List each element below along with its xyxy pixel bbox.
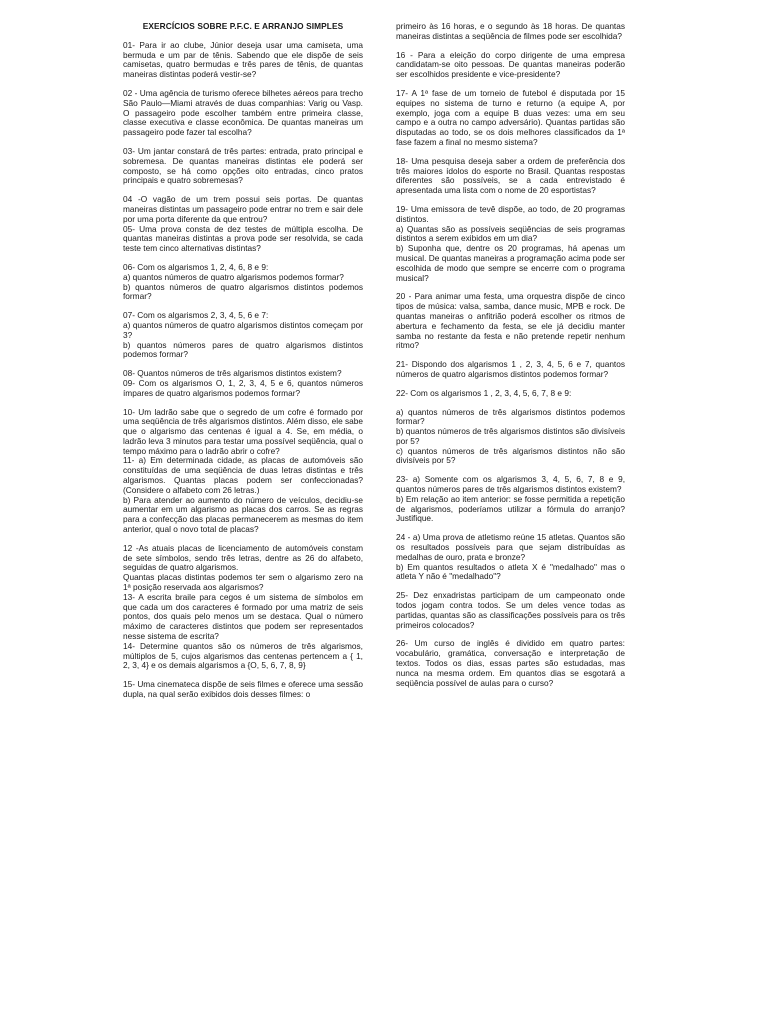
exercise-15-end: primeiro às 16 horas, e o segundo às 18 horas. De quantas maneiras distintas a seqüência de filmes pode ser escolhida?: [396, 21, 625, 41]
exercise-21: 21- Dispondo dos algarismos 1 , 2, 3, 4, 5, 6 e 7, quantos números de quatro algarismos distintos podemos formar?: [396, 359, 625, 379]
exercise-04-05: 04 -O vagão de um trem possui seis portas. De quantas maneiras distintas um passageiro pode entrar no trem e sair dele por uma porta diferente da que entrou? 05- Uma prova consta de dez testes de múltipla escolha. De quantas maneiras distintas a prova pode ser resolvida, se cada teste tem cinco alternativas distintas?: [123, 194, 363, 254]
exercise-24: 24 - a) Uma prova de atletismo reúne 15 atletas. Quantos são os resultados possíveis para que sejam distribuídas as medalhas de ouro, prata e bronze? b) Em quantos resultados o atleta X é "medalhado" mas o atleta Y não é "medalhado"?: [396, 532, 625, 582]
right-column: [396, 22, 625, 697]
exercise-08-09: 08- Quantos números de três algarismos distintos existem? 09- Com os algarismos O, 1, 2, 3, 4, 5 e 6, quantos números ímpares de quatro algarismos podemos formar?: [123, 368, 363, 398]
exercise-25: 25- Dez enxadristas participam de um campeonato onde todos jogam contra todos. Se um deles vence todas as partidas, quantas são as classificações possíveis para os três primeiros colocados?: [396, 590, 625, 630]
exercise-23: 23- a) Somente com os algarismos 3, 4, 5, 6, 7, 8 e 9, quantos números pares de três algarismos distintos existem? b) Em relação ao item anterior: se fosse permitida a repetição de algarismos, poderíamos utilizar a fórmula do arranjo? Justifique.: [396, 474, 625, 524]
exercise-16: 16 - Para a eleição do corpo dirigente de uma empresa candidatam-se oito pessoas. De quantas maneiras poderão ser escolhidos presidente e vice-presidente?: [396, 49, 625, 80]
left-column: [123, 22, 363, 709]
exercise-07: 07- Com os algarismos 2, 3, 4, 5, 6 e 7: a) quantos números de quatro algarismos distintos começam por 3? b) quantos números pares de quatro algarismos distintos podemos formar?: [123, 310, 363, 360]
exercise-03: 03- Um jantar constará de três partes: entrada, prato principal e sobremesa. De quantas maneiras distintas ele poderá ser composto, se há como opções oito entradas, cinco pratos principais e quatro sobremesas?: [123, 145, 363, 186]
exercise-06: 06- Com os algarismos 1, 2, 4, 6, 8 e 9: a) quantos números de quatro algarismos podemos formar? b) quantos números de quatro algarismos distintos podemos formar?: [123, 261, 363, 302]
exercise-17: 17- A 1ª fase de um torneio de futebol é disputada por 15 equipes no sistema de turno e returno (a equipe A, por exemplo, joga com a equipe B duas vezes: uma em seu campo e a outra no campo adversário). Quantas partidas são disputadas ao todo, se os dois melhores classificados da 1ª fase fazem a final no mesmo sistema?: [396, 87, 625, 147]
exercise-19: 19- Uma emissora de tevê dispõe, ao todo, de 20 programas distintos. a) Quantas são as possíveis seqüências de seis programas distintos a serem exibidos em um dia? b) Suponha que, dentre os 20 programas, há apenas um musical. De quantas maneiras a programação acima pode ser escolhida de modo que sempre se encerre com o programa musical?: [396, 203, 625, 283]
exercise-22-heading: 22- Com os algarismos 1 , 2, 3, 4, 5, 6, 7, 8 e 9:: [396, 387, 572, 398]
exercise-02: 02 - Uma agência de turismo oferece bilhetes aéreos para trecho São Paulo—Miami através de duas companhias: Varig ou Vasp. O passageiro pode escolher também entre primeira classe, classe executiva e classe econômica. De quantas maneiras um passageiro pode fazer tal escolha?: [123, 87, 363, 138]
exercise-01: 01- Para ir ao clube, Júnior deseja usar uma camiseta, uma bermuda e um par de tênis. Sabendo que ele dispõe de seis camisetas, quatro bermudas e três pares de tênis, de quantas maneiras distintas poderá vestir-se?: [123, 39, 363, 80]
exercise-12-14: 12 -As atuais placas de licenciamento de automóveis constam de sete símbolos, sendo três letras, dentre as 26 do alfabeto, seguidas de quatro algarismos. Quantas placas distintas podemos ter sem o algarismo zero na 1ª posição reservada aos algarismos? 13- A escrita braile para cegos é um sistema de símbolos em que cada um dos caracteres é formado por uma matriz de seis pontos, dos quais pelo menos um se destaca. Qual o número máximo de caracteres distintos que podem ser representados nesse sistema de escrita? 14- Determine quantos são os números de três algarismos, múltiplos de 5, cujos algarismos das centenas pertencem a { 1, 2, 3, 4} e os demais algarismos a {O, 5, 6, 7, 8, 9}: [123, 542, 363, 671]
exercise-15-start: 15- Uma cinemateca dispõe de seis filmes e oferece uma sessão dupla, na qual serão exibidos dois desses filmes: o: [123, 679, 363, 700]
page-title: EXERCÍCIOS SOBRE P.F.C. E ARRANJO SIMPLES: [142, 21, 344, 31]
exercise-26: 26- Um curso de inglês é dividido em quatro partes: vocabulário, gramática, conversação e interpretação de textos. Todos os dias, essas partes são estudadas, mas nunca na mesma ordem. Em quantos dias se esgotará a seqüência possível de aulas para o curso?: [396, 638, 625, 688]
exercise-10-11: 10- Um ladrão sabe que o segredo de um cofre é formado por uma seqüência de três algarismos distintos. Além disso, ele sabe que o algarismo das centenas é igual a 4. Se, em média, o ladrão leva 3 minutos para testar uma possível seqüência, qual o tempo máximo para o ladrão abrir o cofre? 11- a) Em determinada cidade, as placas de automóveis são constituídas de uma seqüência de duas letras distintas e três algarismos. Quantas placas podem ser confeccionadas? (Considere o alfabeto com 26 letras.) b) Para atender ao aumento do número de veículos, decidiu-se aumentar em um algarismo as placas dos carros. Se as regras para a confecção das placas permanecerem as mesmas do item anterior, qual o novo total de placas?: [123, 406, 363, 535]
exercise-20: 20 - Para animar uma festa, uma orquestra dispõe de cinco tipos de música: valsa, samba, dance music, MPB e rock. De quantas maneiras o anfitrião poderá escolher os ritmos de abertura e fechamento da festa, se ele já decidiu manter samba no restante da festa e não pretende repetir nenhum ritmo?: [396, 291, 625, 351]
exercise-22-items: a) quantos números de três algarismos distintos podemos formar? b) quantos números de três algarismos distintos são divisíveis por 5? c) quantos números de três algarismos distintos não são divisíveis por 5?: [396, 406, 625, 466]
exercise-18: 18- Uma pesquisa deseja saber a ordem de preferência dos três maiores ídolos do esporte no Brasil. Quantas respostas diferentes são possíveis, se a cada entrevistado é apresentada uma lista com o nome de 20 esportistas?: [396, 155, 625, 196]
